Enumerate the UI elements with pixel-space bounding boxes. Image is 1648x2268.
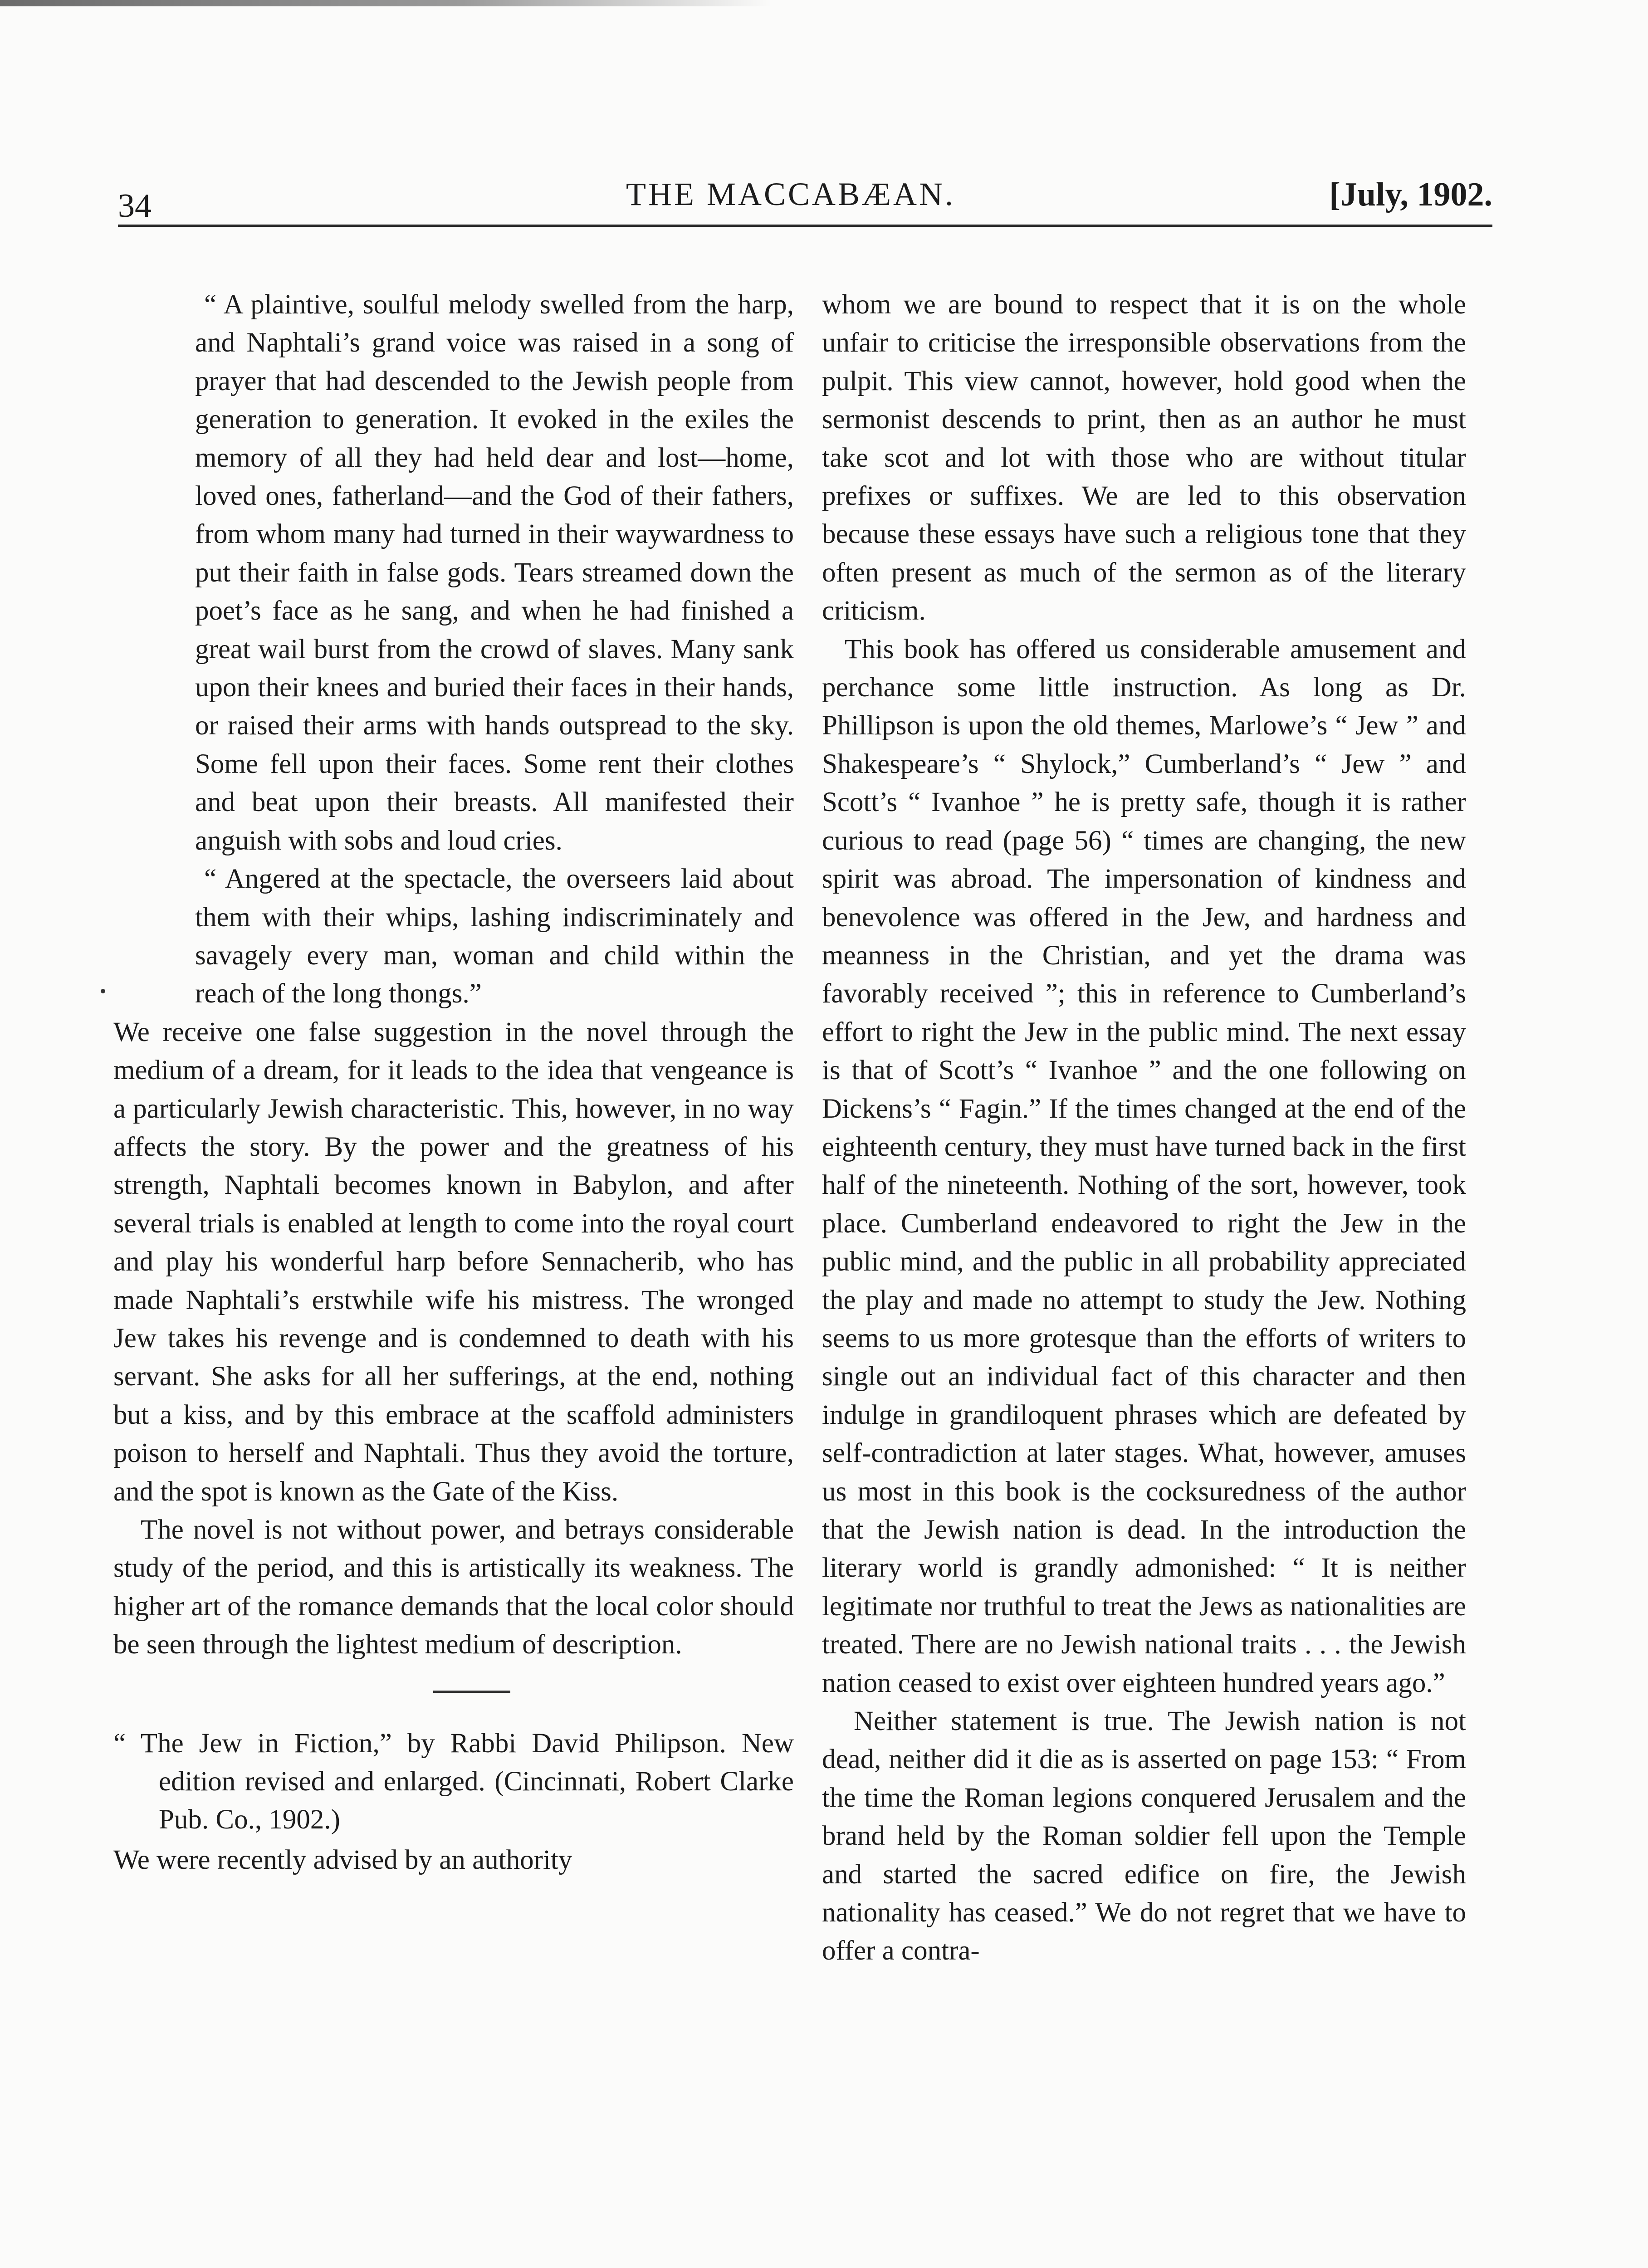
section-divider: [433, 1691, 510, 1693]
body-paragraph-book: This book has offered us considerable amusement and perchance some little instruction. As long as Dr. Phillipson is upon the old themes, Marlowe’s “ Jew ” and Shakespeare’s “ Shylock,” Cumberland’s “ Jew ” and Scott’s “ Ivanhoe ” he is pretty safe, though it is rather curious to read (page 56) “ times are changing, the new spirit was abroad. The impersonation of kindness and benevolence was offered in the Jew, and hardness and meanness in the Christian, and yet the drama was favorably received ”; this in reference to Cumberland’s effort to right the Jew in the public mind. The next essay is that of Scott’s “ Ivanhoe ” and the one following on Dickens’s “ Fagin.” If the times changed at the end of the eighteenth century, they must have turned back in the first half of the nineteenth. Nothing of the sort, however, took place. Cumberland endeavored to right the Jew in the public mind, and the public in all probability appreciated the play and made no attempt to study the Jew. Nothing seems to us more grotesque than the efforts of writers to single out an individual fact of this character and then indulge in grandiloquent phrases which are defeated by self-contradiction at later stages. What, however, amuses us most in this book is the cocksuredness of the author that the Jewish nation is dead. In the introduction the literary world is grandly admonished: “ It is neither legitimate nor truthful to treat the Jews as nationalities are treated. There are no Jewish national traits . . . the Jewish nation ceased to exist over eighteen hundred years ago.”: [822, 634, 1466, 1698]
body-paragraph-pulpit: whom we are bound to respect that it is on the whole unfair to criticise the irresponsible observations from the pulpit. This view cannot, however, hold good when the sermonist descends to print, then as an author he must take scot and lot with those who are without titular prefixes or suffixes. We are led to this observation because these essays have such a religious tone that they often present as much of the sermon as of the literary criticism.: [822, 289, 1466, 626]
body-paragraph-novel: We receive one false suggestion in the novel through the medium of a dream, for it leads to the idea that vengeance is a particularly Jewish characteristic. This, however, in no way affects the story. By the power and the greatness of his strength, Naphtali becomes known in Babylon, and after several trials is enabled at length to come into the royal court and play his wonderful harp before Sennacherib, who has made Naphtali’s erstwhile wife his mistress. The wronged Jew takes his revenge and is condemned to death with his servant. She asks for all her sufferings, at the end, nothing but a kiss, and by this embrace at the scaffold administers poison to herself and Naphtali. Thus they avoid the torture, and the spot is known as the Gate of the Kiss.: [113, 1017, 794, 1507]
page-edge-shadow: [0, 0, 771, 6]
header-rule: [118, 225, 1492, 227]
body-paragraph-statement: Neither statement is true. The Jewish nation is not dead, neither did it die as is asserted on page 153: “ From the time the Roman legions conquered Jerusalem and the brand held by the Roman soldier fell upon the Temple and started the sacred edifice on fire, the Jewish nationality has ceased.” We do not regret that we have to offer a contra-: [822, 1706, 1466, 1966]
body-paragraph-authority: We were recently advised by an authority: [113, 1844, 572, 1875]
body-paragraph-power: The novel is not without power, and betrays considerable study of the period, and this is artistically its weakness. The higher art of the romance demands that the local color should be seen through the lightest medium of description.: [113, 1515, 794, 1660]
margin-dot: [101, 989, 105, 993]
page-number: 34: [118, 187, 152, 225]
book-citation: “ The Jew in Fiction,” by Rabbi David Philipson. New edition revised and enlarged. (Cincinnati, Robert Clarke Pub. Co., 1902.): [113, 1728, 794, 1835]
issue-date: [July, 1902.: [1329, 176, 1492, 213]
quote-paragraph-1: “ A plaintive, soulful melody swelled from the harp, and Naphtali’s grand voice was raised in a song of prayer that had descended to the Jewish people from generation to generation. It evoked in the exiles the memory of all they had held dear and lost—home, loved ones, fatherland—and the God of their fathers, from whom many had turned in their waywardness to put their faith in false gods. Tears streamed down the poet’s face as he sang, and when he had finished a great wail burst from the crowd of slaves. Many sank upon their knees and buried their faces in their hands, or raised their arms with hands outspread to the sky. Some fell upon their faces. Some rent their clothes and beat upon their breasts. All manifested their anguish with sobs and loud cries.: [195, 289, 794, 856]
right-column: [822, 286, 1466, 2268]
running-header: [109, 169, 1497, 232]
quote-paragraph-2: “ Angered at the spectacle, the overseers laid about them with their whips, lashing indiscriminately and savagely every man, woman and child within the reach of the long thongs.”: [195, 864, 794, 1009]
left-column: [113, 286, 794, 2268]
journal-title: THE MACCABÆAN.: [626, 176, 956, 212]
